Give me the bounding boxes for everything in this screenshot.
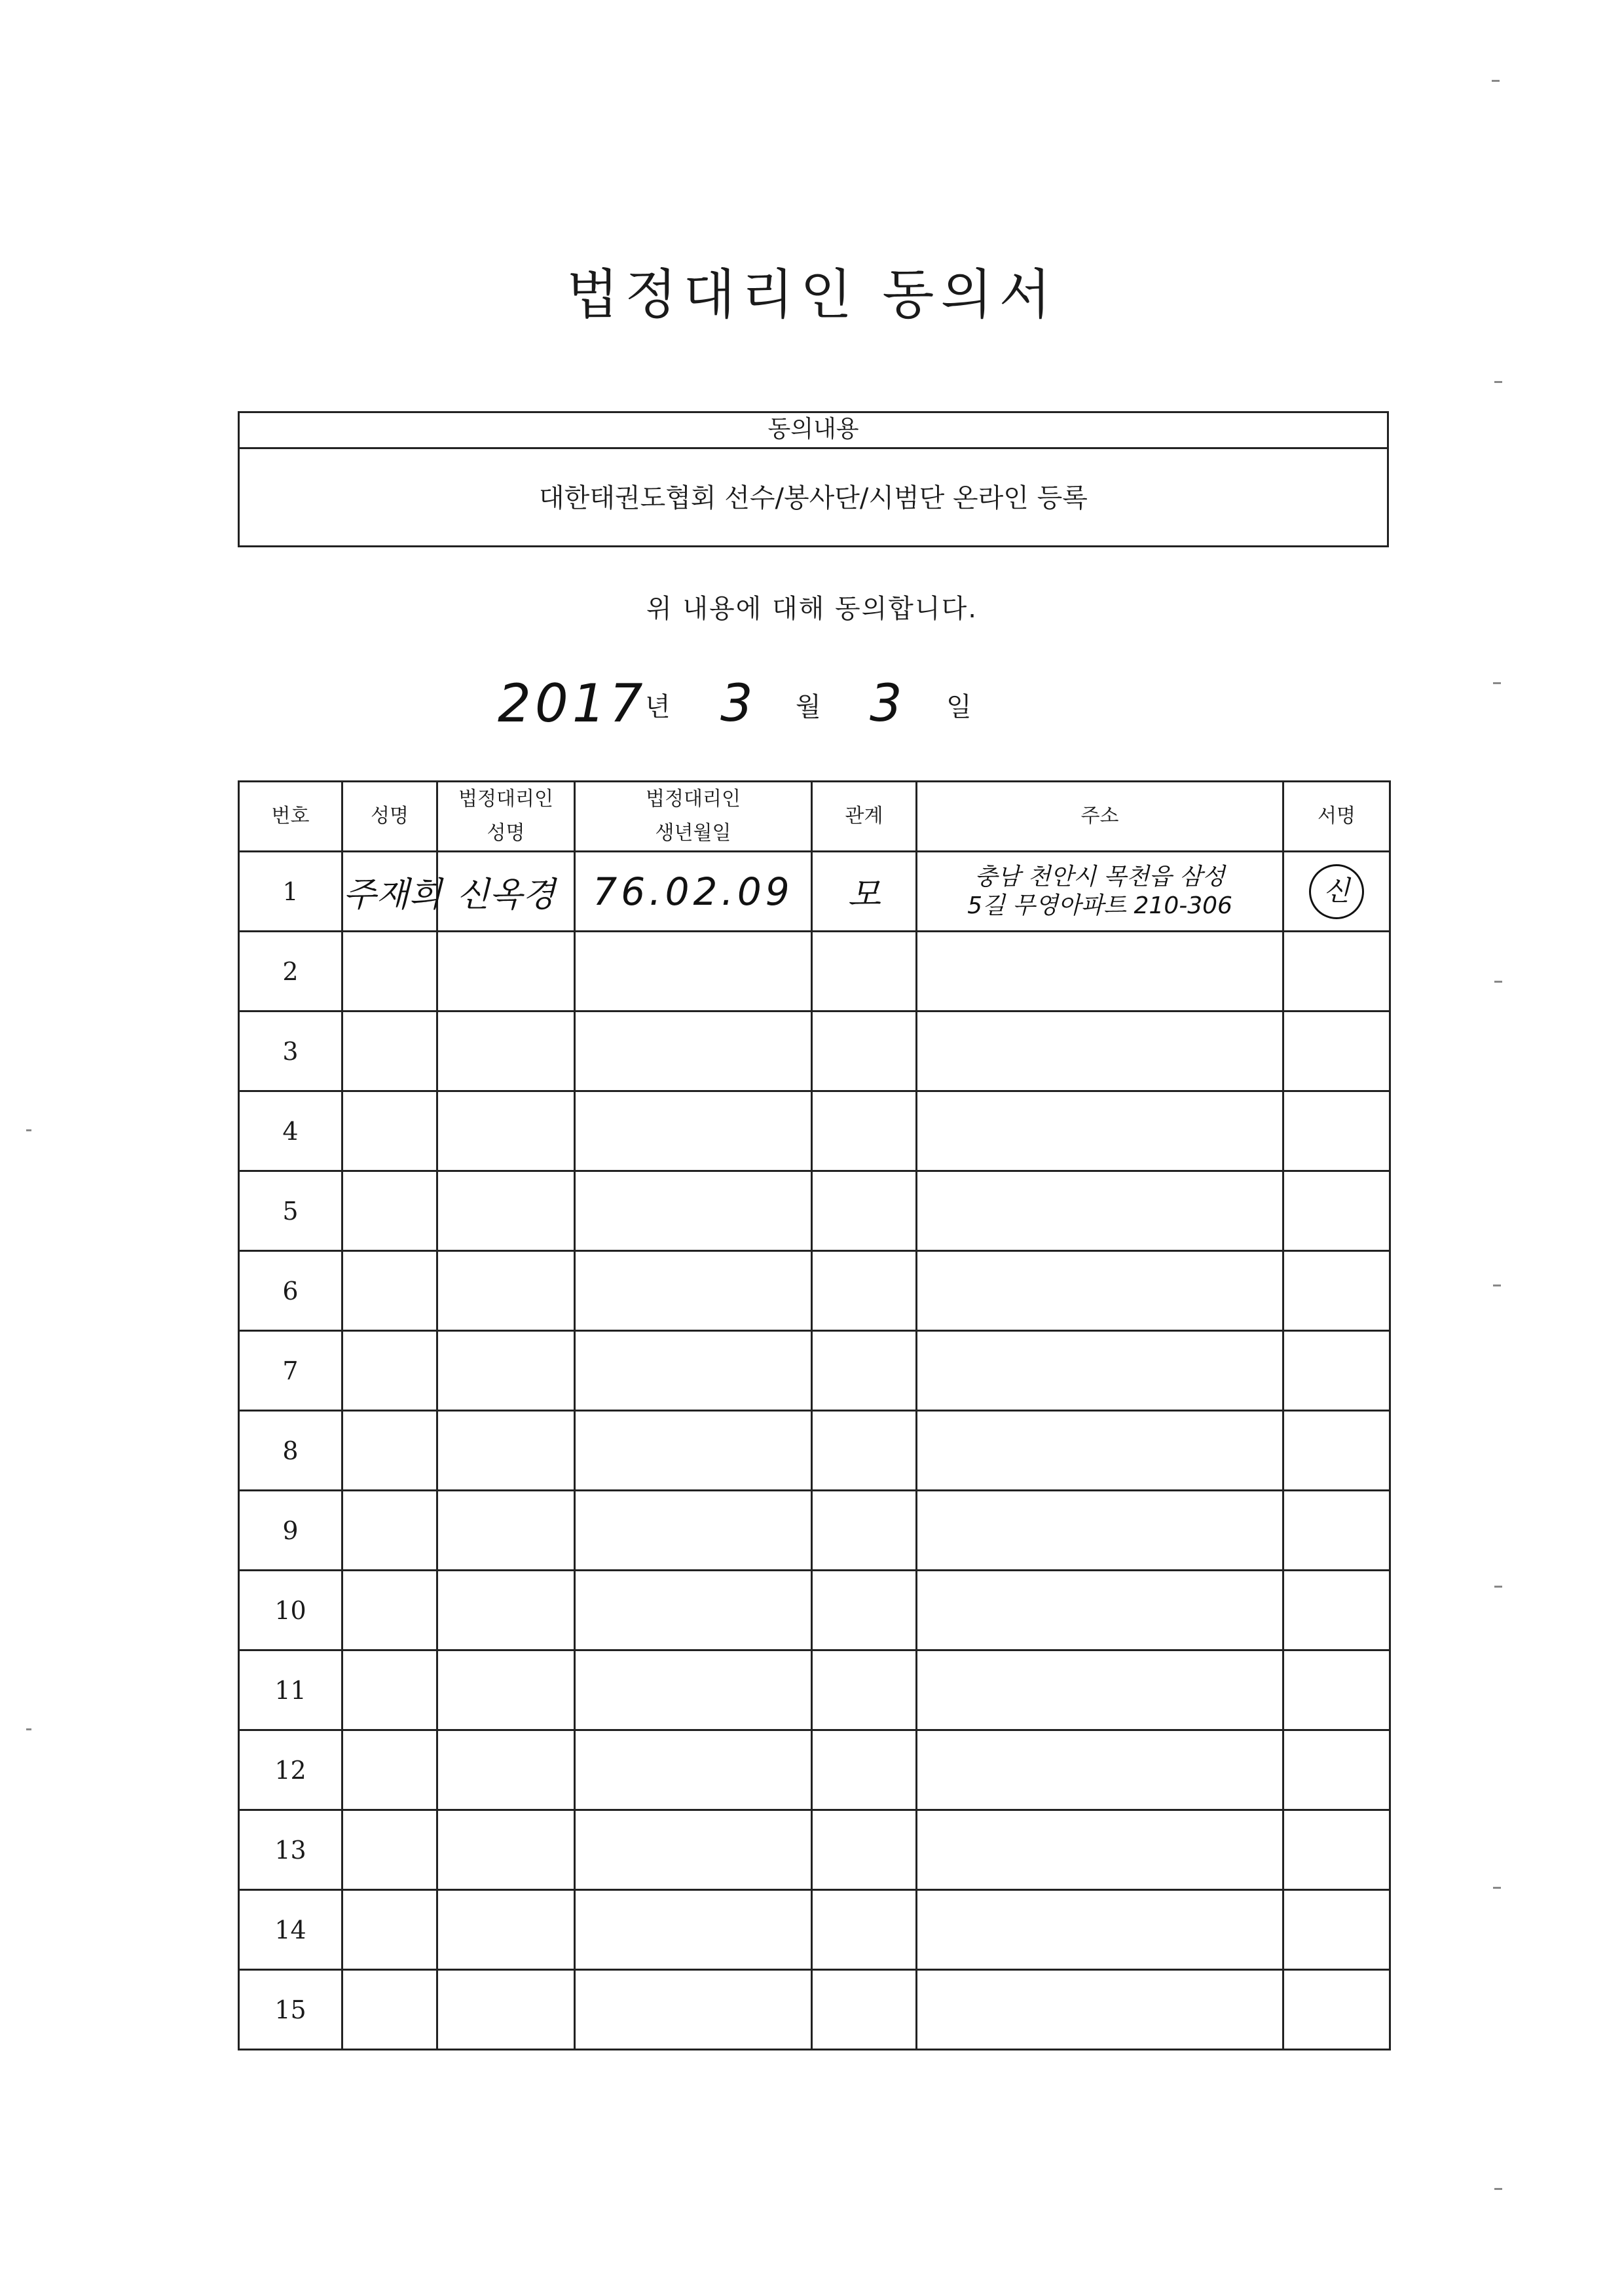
row-address[interactable] — [917, 1491, 1283, 1571]
scan-speck — [1492, 80, 1500, 82]
table-row — [239, 1970, 1390, 2050]
row-guardian-name[interactable] — [437, 1011, 575, 1091]
table-row — [239, 1331, 1390, 1411]
row-signature[interactable] — [1283, 1571, 1390, 1650]
consent-header: 동의내용 — [240, 413, 1387, 449]
row-relation[interactable] — [812, 1650, 917, 1730]
row-guardian-birth[interactable] — [575, 1411, 812, 1491]
header-guardian-name-line1: 법정대리인 — [458, 788, 553, 811]
table-row — [239, 1810, 1390, 1890]
date-row — [0, 668, 1624, 740]
row-signature[interactable] — [1283, 1411, 1390, 1491]
row-guardian-birth[interactable] — [575, 1571, 812, 1650]
row-guardian-name: 신옥경 — [437, 852, 575, 932]
table-row — [239, 852, 1390, 932]
row-signature[interactable] — [1283, 1251, 1390, 1331]
row-number: 3 — [239, 1011, 342, 1091]
row-signature[interactable] — [1283, 1890, 1390, 1970]
row-guardian-birth[interactable] — [575, 1331, 812, 1411]
row-number: 12 — [239, 1730, 342, 1810]
signature-mark: 신 — [1309, 864, 1364, 919]
row-signature[interactable] — [1283, 1730, 1390, 1810]
scan-speck — [26, 1728, 31, 1730]
row-address[interactable] — [917, 1650, 1283, 1730]
row-relation[interactable] — [812, 1331, 917, 1411]
row-signature — [1283, 852, 1390, 932]
table-row — [239, 1491, 1390, 1571]
row-address[interactable] — [917, 1011, 1283, 1091]
row-number: 11 — [239, 1650, 342, 1730]
row-guardian-birth: 76.02.09 — [575, 852, 812, 932]
row-number: 7 — [239, 1331, 342, 1411]
row-guardian-birth[interactable] — [575, 1730, 812, 1810]
row-signature[interactable] — [1283, 1491, 1390, 1571]
row-address[interactable] — [917, 1571, 1283, 1650]
row-number: 1 — [239, 852, 342, 932]
row-guardian-name[interactable] — [437, 1091, 575, 1171]
row-name[interactable] — [342, 1970, 437, 2050]
header-guardian-name — [437, 782, 575, 852]
row-signature[interactable] — [1283, 1970, 1390, 2050]
header-guardian-birth — [575, 782, 812, 852]
row-guardian-birth[interactable] — [575, 932, 812, 1011]
row-guardian-birth[interactable] — [575, 1091, 812, 1171]
row-signature[interactable] — [1283, 932, 1390, 1011]
row-address[interactable] — [917, 1810, 1283, 1890]
row-address[interactable] — [917, 1091, 1283, 1171]
header-name: 성명 — [342, 782, 437, 852]
row-name[interactable] — [342, 1890, 437, 1970]
table-row — [239, 1650, 1390, 1730]
consent-content: 대한태권도협회 선수/봉사단/시범단 온라인 등록 — [539, 483, 1088, 513]
row-name[interactable] — [342, 1730, 437, 1810]
row-guardian-birth[interactable] — [575, 1890, 812, 1970]
row-address[interactable] — [917, 932, 1283, 1011]
header-address: 주소 — [917, 782, 1283, 852]
row-signature[interactable] — [1283, 1650, 1390, 1730]
row-guardian-birth[interactable] — [575, 1171, 812, 1251]
table-row — [239, 1890, 1390, 1970]
row-name: 주재희 — [342, 852, 437, 932]
row-number: 6 — [239, 1251, 342, 1331]
row-number: 5 — [239, 1171, 342, 1251]
agreement-text: 위 내용에 대해 동의합니다. — [646, 594, 978, 624]
row-signature[interactable] — [1283, 1171, 1390, 1251]
date-year: 2017 — [498, 673, 647, 734]
row-guardian-name[interactable] — [437, 1810, 575, 1890]
row-guardian-birth[interactable] — [575, 1970, 812, 2050]
page-title: 법정대리인 동의서 — [566, 264, 1058, 326]
row-guardian-name[interactable] — [437, 1491, 575, 1571]
row-guardian-birth[interactable] — [575, 1011, 812, 1091]
row-guardian-name[interactable] — [437, 1171, 575, 1251]
scan-speck — [1493, 682, 1501, 684]
row-guardian-name[interactable] — [437, 1331, 575, 1411]
row-guardian-name[interactable] — [437, 1571, 575, 1650]
row-name[interactable] — [342, 1011, 437, 1091]
table-row — [239, 932, 1390, 1011]
scan-speck — [1494, 1586, 1502, 1588]
registration-table — [238, 780, 1391, 2050]
row-address[interactable] — [917, 1251, 1283, 1331]
row-guardian-name[interactable] — [437, 1650, 575, 1730]
date-day-label: 일 — [946, 692, 972, 722]
row-guardian-birth[interactable] — [575, 1810, 812, 1890]
row-guardian-name[interactable] — [437, 1970, 575, 2050]
row-name[interactable] — [342, 1491, 437, 1571]
row-signature[interactable] — [1283, 1331, 1390, 1411]
row-address — [917, 852, 1283, 932]
scan-speck — [1493, 1887, 1501, 1889]
consent-box — [238, 411, 1389, 547]
table-row — [239, 1251, 1390, 1331]
header-signature: 서명 — [1283, 782, 1390, 852]
row-number: 4 — [239, 1091, 342, 1171]
row-address[interactable] — [917, 1970, 1283, 2050]
row-relation[interactable] — [812, 1411, 917, 1491]
scan-speck — [1493, 1285, 1501, 1286]
row-guardian-name[interactable] — [437, 1411, 575, 1491]
row-address[interactable] — [917, 1171, 1283, 1251]
row-signature[interactable] — [1283, 1091, 1390, 1171]
header-guardian-name-line2: 성명 — [487, 822, 525, 845]
row-number: 14 — [239, 1890, 342, 1970]
row-name[interactable] — [342, 1091, 437, 1171]
row-relation[interactable] — [812, 1970, 917, 2050]
row-relation[interactable] — [812, 932, 917, 1011]
scan-speck — [1494, 981, 1502, 983]
row-address[interactable] — [917, 1331, 1283, 1411]
row-guardian-name[interactable] — [437, 1251, 575, 1331]
row-guardian-birth[interactable] — [575, 1650, 812, 1730]
row-relation: 모 — [812, 852, 917, 932]
row-name[interactable] — [342, 1810, 437, 1890]
scan-speck — [1494, 381, 1502, 383]
row-name[interactable] — [342, 1331, 437, 1411]
table-row — [239, 1411, 1390, 1491]
row-relation[interactable] — [812, 1730, 917, 1810]
row-signature[interactable] — [1283, 1011, 1390, 1091]
row-name[interactable] — [342, 1171, 437, 1251]
row-relation[interactable] — [812, 1251, 917, 1331]
row-guardian-name[interactable] — [437, 932, 575, 1011]
table-row — [239, 1171, 1390, 1251]
row-guardian-name[interactable] — [437, 1730, 575, 1810]
table-row — [239, 1571, 1390, 1650]
row-name[interactable] — [342, 1571, 437, 1650]
header-number: 번호 — [239, 782, 342, 852]
row-address[interactable] — [917, 1411, 1283, 1491]
header-guardian-birth-line2: 생년월일 — [655, 822, 731, 845]
table-header-row — [239, 782, 1390, 852]
scan-speck — [26, 1129, 31, 1131]
row-number: 2 — [239, 932, 342, 1011]
header-relation: 관계 — [812, 782, 917, 852]
header-guardian-birth-line1: 법정대리인 — [646, 788, 741, 811]
row-number: 8 — [239, 1411, 342, 1491]
row-relation[interactable] — [812, 1890, 917, 1970]
row-address[interactable] — [917, 1730, 1283, 1810]
row-address-line2: 5길 무영아파트 210-306 — [967, 892, 1232, 919]
row-guardian-birth[interactable] — [575, 1491, 812, 1571]
row-name[interactable] — [342, 932, 437, 1011]
row-address-line1: 충남 천안시 목천읍 삼성 — [974, 863, 1225, 890]
date-month: 3 — [720, 674, 753, 733]
row-relation[interactable] — [812, 1810, 917, 1890]
row-name[interactable] — [342, 1411, 437, 1491]
row-guardian-name[interactable] — [437, 1890, 575, 1970]
row-relation[interactable] — [812, 1091, 917, 1171]
row-number: 15 — [239, 1970, 342, 2050]
table-row — [239, 1091, 1390, 1171]
date-month-label: 월 — [796, 692, 821, 722]
row-guardian-birth[interactable] — [575, 1251, 812, 1331]
table-row — [239, 1011, 1390, 1091]
row-address[interactable] — [917, 1890, 1283, 1970]
row-name[interactable] — [342, 1251, 437, 1331]
row-number: 10 — [239, 1571, 342, 1650]
date-year-label: 년 — [645, 692, 671, 722]
row-name[interactable] — [342, 1650, 437, 1730]
row-relation[interactable] — [812, 1011, 917, 1091]
scan-speck — [1494, 2188, 1502, 2190]
row-relation[interactable] — [812, 1171, 917, 1251]
row-number: 13 — [239, 1810, 342, 1890]
table-row — [239, 1730, 1390, 1810]
row-signature[interactable] — [1283, 1810, 1390, 1890]
row-number: 9 — [239, 1491, 342, 1571]
date-day: 3 — [870, 674, 902, 733]
row-relation[interactable] — [812, 1571, 917, 1650]
row-relation[interactable] — [812, 1491, 917, 1571]
